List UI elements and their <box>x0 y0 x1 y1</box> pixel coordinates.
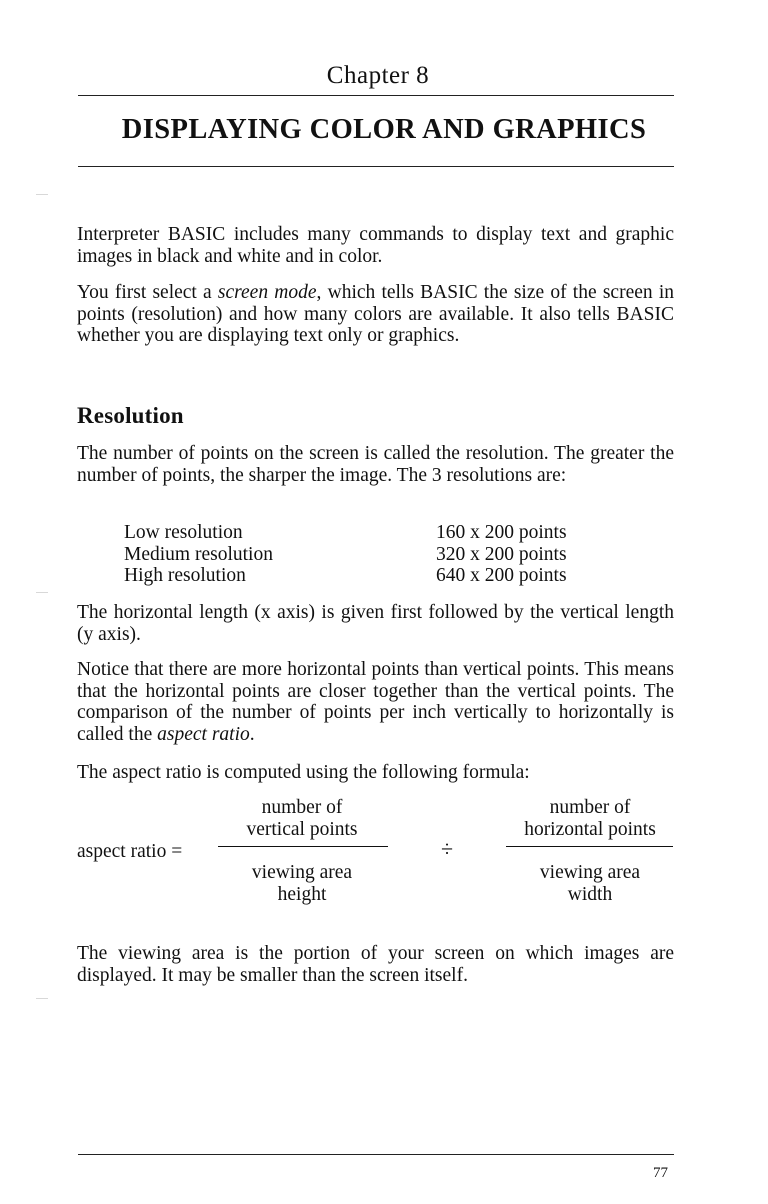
resolution-p3-before: Notice that there are more horizontal points than vertical points. This means that the horizontal points are closer together than the vertical points. The comparison of the number of points per inch vertically to horizontally is called the <box>77 659 674 745</box>
intro-p2-after: , which tells BASIC the size of the screen in points (resolution) and how many colors are available. It also tells BASIC whether you are displaying text only or graphics. <box>77 282 675 347</box>
intro-p2-before: You first select a <box>77 282 218 303</box>
left-fraction-bar <box>218 846 388 847</box>
right-numerator-line-1: number of <box>549 797 631 818</box>
resolution-name: Medium resolution <box>124 543 273 565</box>
section-heading-resolution: Resolution <box>77 403 184 428</box>
formula-label: aspect ratio = <box>77 841 183 862</box>
left-numerator-line-1: number of <box>261 797 343 818</box>
resolution-paragraph-1: The number of points on the screen is called the resolution. The greater the number of points, the sharper the image. The 3 resolutions are: <box>77 443 674 486</box>
scan-speck <box>36 998 48 999</box>
resolution-value: 640 x 200 points <box>436 565 567 587</box>
resolution-value: 160 x 200 points <box>436 522 567 543</box>
resolution-paragraph-4: The aspect ratio is computed using the following formula: <box>77 762 530 783</box>
left-denominator-line-2: height <box>277 884 327 905</box>
resolution-name: High resolution <box>124 565 246 587</box>
closing-paragraph: The viewing area is the portion of your screen on which images are displayed. It may be smaller than the screen itself. <box>77 943 674 986</box>
left-numerator-line-2: vertical points <box>246 819 358 840</box>
intro-paragraph-1: Interpreter BASIC includes many commands to display text and graphic images in black and white and in color. <box>77 224 674 267</box>
right-numerator-line-2: horizontal points <box>524 819 656 840</box>
page-number: 77 <box>653 1165 668 1181</box>
chapter-label: Chapter 8 <box>326 62 430 89</box>
resolution-value: 320 x 200 points <box>436 543 567 565</box>
resolution-name: Low resolution <box>124 522 243 543</box>
right-denominator-line-2: width <box>567 884 613 905</box>
chapter-title: DISPLAYING COLOR AND GRAPHICS <box>121 114 647 145</box>
right-denominator-line-1: viewing area <box>539 862 641 883</box>
footer-rule <box>78 1154 674 1155</box>
resolution-p3-after: . <box>249 723 255 745</box>
division-operator: ÷ <box>440 836 454 861</box>
right-fraction-bar <box>506 846 673 847</box>
resolution-paragraph-2: The horizontal length (x axis) is given first followed by the vertical length (y axis). <box>77 602 674 645</box>
aspect-ratio-term: aspect ratio <box>157 723 250 745</box>
left-denominator-line-1: viewing area <box>251 862 353 883</box>
screen-mode-term: screen mode <box>217 282 317 303</box>
